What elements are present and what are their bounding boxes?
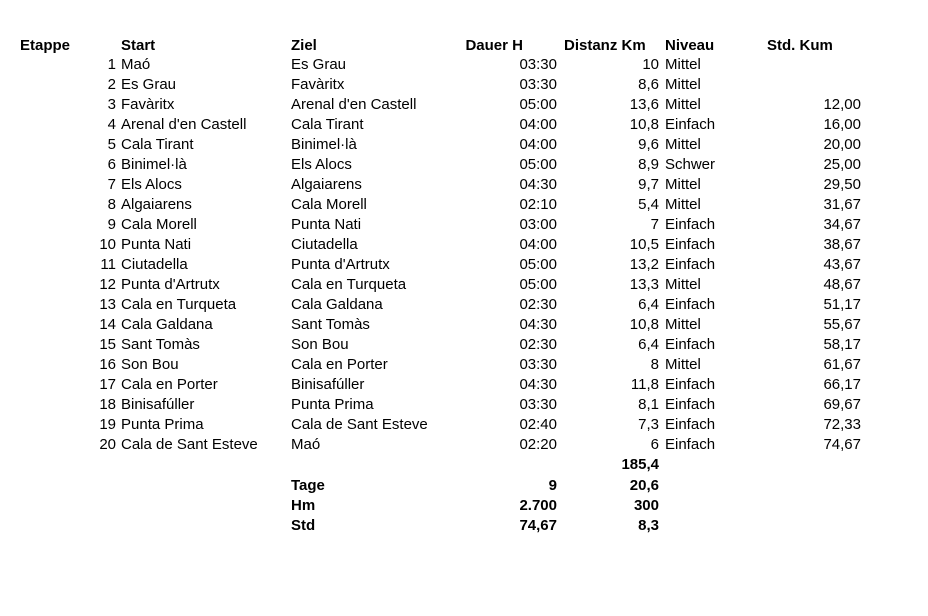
row-start: Algaiarens bbox=[121, 196, 192, 213]
row-start: Ciutadella bbox=[121, 256, 188, 273]
row-std-kum: 29,50 bbox=[823, 176, 861, 193]
row-etappe-number: 18 bbox=[99, 396, 116, 413]
row-ziel: Arenal d'en Castell bbox=[291, 96, 417, 113]
row-etappe-number: 3 bbox=[107, 96, 116, 113]
row-start: Cala de Sant Esteve bbox=[121, 436, 258, 453]
row-ziel: Cala en Porter bbox=[291, 356, 388, 373]
row-start: Maó bbox=[121, 56, 151, 73]
row-dauer: 03:00 bbox=[519, 216, 557, 233]
row-dauer: 05:00 bbox=[519, 156, 557, 173]
row-std-kum: 51,17 bbox=[823, 296, 861, 313]
row-std-kum: 20,00 bbox=[823, 136, 861, 153]
row-ziel: Favàritx bbox=[291, 76, 345, 93]
row-dauer: 03:30 bbox=[519, 76, 557, 93]
row-ziel: Punta d'Artrutx bbox=[291, 256, 390, 273]
row-dauer: 04:30 bbox=[519, 376, 557, 393]
row-etappe-number: 5 bbox=[107, 136, 116, 153]
header-kum: Std. Kum bbox=[767, 37, 833, 54]
row-start: Cala Tirant bbox=[121, 136, 194, 153]
header-dauer: Dauer H bbox=[465, 37, 523, 54]
summary-distanz: 300 bbox=[633, 497, 659, 514]
row-start: Cala en Porter bbox=[121, 376, 218, 393]
row-distanz: 7,3 bbox=[638, 416, 659, 433]
row-niveau: Mittel bbox=[665, 76, 701, 93]
row-dauer: 04:00 bbox=[519, 116, 557, 133]
row-etappe-number: 13 bbox=[99, 296, 116, 313]
row-distanz: 9,7 bbox=[638, 176, 659, 193]
row-std-kum bbox=[760, 75, 861, 95]
summary-distanz: 8,3 bbox=[638, 517, 659, 534]
row-std-kum: 72,33 bbox=[823, 416, 861, 433]
row-distanz: 10 bbox=[642, 56, 659, 73]
row-distanz: 9,6 bbox=[638, 136, 659, 153]
row-niveau: Mittel bbox=[665, 196, 701, 213]
summary-distanz: 20,6 bbox=[629, 477, 659, 494]
row-distanz: 13,6 bbox=[629, 96, 659, 113]
row-ziel: Binimel·là bbox=[291, 136, 357, 153]
row-etappe-number: 6 bbox=[107, 156, 116, 173]
row-std-kum bbox=[760, 55, 861, 75]
row-std-kum: 55,67 bbox=[823, 316, 861, 333]
row-distanz: 8,9 bbox=[638, 156, 659, 173]
row-distanz: 10,8 bbox=[629, 316, 659, 333]
row-distanz: 11,8 bbox=[630, 376, 659, 393]
row-distanz: 13,3 bbox=[629, 276, 659, 293]
row-niveau: Einfach bbox=[665, 336, 716, 353]
row-dauer: 04:00 bbox=[519, 136, 557, 153]
total-distance: 185,4 bbox=[621, 456, 659, 473]
row-etappe-number: 4 bbox=[107, 116, 116, 133]
row-distanz: 6,4 bbox=[638, 296, 659, 313]
row-etappe-number: 19 bbox=[99, 416, 116, 433]
row-std-kum: 61,67 bbox=[823, 356, 861, 373]
header-etappe: Etappe bbox=[20, 37, 71, 54]
row-std-kum: 16,00 bbox=[823, 116, 861, 133]
row-niveau: Mittel bbox=[665, 96, 701, 113]
row-etappe-number: 16 bbox=[99, 356, 116, 373]
row-dauer: 02:20 bbox=[519, 436, 557, 453]
row-dauer: 04:00 bbox=[519, 236, 557, 253]
row-distanz: 10,8 bbox=[629, 116, 659, 133]
row-std-kum: 31,67 bbox=[823, 196, 861, 213]
row-niveau: Mittel bbox=[665, 56, 701, 73]
row-std-kum: 12,00 bbox=[823, 96, 861, 113]
row-start: Binimel·là bbox=[121, 156, 187, 173]
summary-label: Tage bbox=[291, 477, 325, 494]
row-start: Punta d'Artrutx bbox=[121, 276, 220, 293]
header-niveau: Niveau bbox=[665, 37, 715, 54]
row-dauer: 03:30 bbox=[519, 356, 557, 373]
row-start: Favàritx bbox=[121, 96, 175, 113]
row-ziel: Cala Galdana bbox=[291, 296, 383, 313]
summary-dauer: 9 bbox=[548, 477, 557, 494]
row-niveau: Einfach bbox=[665, 416, 716, 433]
row-niveau: Mittel bbox=[665, 356, 701, 373]
summary-dauer: 74,67 bbox=[519, 517, 557, 534]
row-start: Els Alocs bbox=[121, 176, 182, 193]
row-distanz: 13,2 bbox=[629, 256, 659, 273]
row-etappe-number: 2 bbox=[107, 76, 116, 93]
row-niveau: Einfach bbox=[665, 396, 716, 413]
row-ziel: Cala de Sant Esteve bbox=[291, 416, 428, 433]
row-std-kum: 58,17 bbox=[823, 336, 861, 353]
row-start: Es Grau bbox=[121, 76, 177, 93]
row-etappe-number: 10 bbox=[99, 236, 116, 253]
row-niveau: Mittel bbox=[665, 276, 701, 293]
row-ziel: Els Alocs bbox=[291, 156, 352, 173]
row-niveau: Schwer bbox=[665, 156, 716, 173]
row-distanz: 10,5 bbox=[629, 236, 659, 253]
row-niveau: Mittel bbox=[665, 136, 701, 153]
row-std-kum: 25,00 bbox=[823, 156, 861, 173]
summary-dauer: 2.700 bbox=[519, 497, 557, 514]
row-distanz: 7 bbox=[650, 216, 659, 233]
row-ziel: Punta Prima bbox=[291, 396, 374, 413]
row-start: Arenal d'en Castell bbox=[121, 116, 247, 133]
row-etappe-number: 7 bbox=[107, 176, 116, 193]
row-ziel: Punta Nati bbox=[291, 216, 362, 233]
row-std-kum: 43,67 bbox=[823, 256, 861, 273]
row-dauer: 04:30 bbox=[519, 176, 557, 193]
row-dauer: 05:00 bbox=[519, 256, 557, 273]
row-start: Son Bou bbox=[121, 356, 179, 373]
row-distanz: 8 bbox=[650, 356, 659, 373]
row-distanz: 6 bbox=[650, 436, 659, 453]
row-ziel: Cala Morell bbox=[291, 196, 367, 213]
row-niveau: Einfach bbox=[665, 296, 716, 313]
row-ziel: Sant Tomàs bbox=[291, 316, 370, 333]
row-niveau: Einfach bbox=[665, 256, 716, 273]
summary-label: Hm bbox=[291, 497, 316, 514]
row-start: Punta Nati bbox=[121, 236, 192, 253]
row-etappe-number: 8 bbox=[107, 196, 116, 213]
row-niveau: Mittel bbox=[665, 176, 701, 193]
row-std-kum: 48,67 bbox=[823, 276, 861, 293]
row-dauer: 05:00 bbox=[519, 276, 557, 293]
row-ziel: Binisafúller bbox=[291, 376, 365, 393]
row-dauer: 02:30 bbox=[519, 336, 557, 353]
row-std-kum: 69,67 bbox=[823, 396, 861, 413]
row-ziel: Maó bbox=[291, 436, 321, 453]
header-distanz: Distanz Km bbox=[564, 37, 646, 54]
row-dauer: 03:30 bbox=[519, 56, 557, 73]
row-niveau: Einfach bbox=[665, 236, 716, 253]
row-etappe-number: 20 bbox=[99, 436, 116, 453]
row-std-kum: 66,17 bbox=[823, 376, 861, 393]
row-etappe-number: 11 bbox=[100, 256, 116, 273]
row-ziel: Es Grau bbox=[291, 56, 347, 73]
row-dauer: 02:30 bbox=[519, 296, 557, 313]
row-ziel: Cala en Turqueta bbox=[291, 276, 407, 293]
row-dauer: 04:30 bbox=[519, 316, 557, 333]
row-etappe-number: 17 bbox=[99, 376, 116, 393]
row-etappe-number: 12 bbox=[99, 276, 116, 293]
row-ziel: Son Bou bbox=[291, 336, 349, 353]
header-ziel: Ziel bbox=[291, 37, 317, 54]
row-niveau: Mittel bbox=[665, 316, 701, 333]
row-start: Punta Prima bbox=[121, 416, 204, 433]
row-start: Cala Galdana bbox=[121, 316, 213, 333]
row-distanz: 8,6 bbox=[638, 76, 659, 93]
row-start: Binisafúller bbox=[121, 396, 195, 413]
row-distanz: 8,1 bbox=[638, 396, 659, 413]
row-start: Cala en Turqueta bbox=[121, 296, 237, 313]
row-dauer: 02:10 bbox=[519, 196, 557, 213]
row-std-kum: 38,67 bbox=[823, 236, 861, 253]
header-start: Start bbox=[121, 37, 156, 54]
row-start: Sant Tomàs bbox=[121, 336, 200, 353]
row-ziel: Algaiarens bbox=[291, 176, 362, 193]
row-ziel: Ciutadella bbox=[291, 236, 358, 253]
row-distanz: 5,4 bbox=[638, 196, 659, 213]
row-distanz: 6,4 bbox=[638, 336, 659, 353]
row-dauer: 05:00 bbox=[519, 96, 557, 113]
row-niveau: Einfach bbox=[665, 376, 716, 393]
row-etappe-number: 9 bbox=[107, 216, 116, 233]
row-niveau: Einfach bbox=[665, 116, 716, 133]
row-std-kum: 74,67 bbox=[823, 436, 861, 453]
row-etappe-number: 1 bbox=[107, 56, 116, 73]
row-etappe-number: 15 bbox=[99, 336, 116, 353]
row-start: Cala Morell bbox=[121, 216, 197, 233]
row-niveau: Einfach bbox=[665, 216, 716, 233]
row-dauer: 03:30 bbox=[519, 396, 557, 413]
row-ziel: Cala Tirant bbox=[291, 116, 364, 133]
summary-label: Std bbox=[291, 517, 316, 534]
row-etappe-number: 14 bbox=[99, 316, 116, 333]
row-niveau: Einfach bbox=[665, 436, 716, 453]
row-dauer: 02:40 bbox=[519, 416, 557, 433]
row-std-kum: 34,67 bbox=[823, 216, 861, 233]
